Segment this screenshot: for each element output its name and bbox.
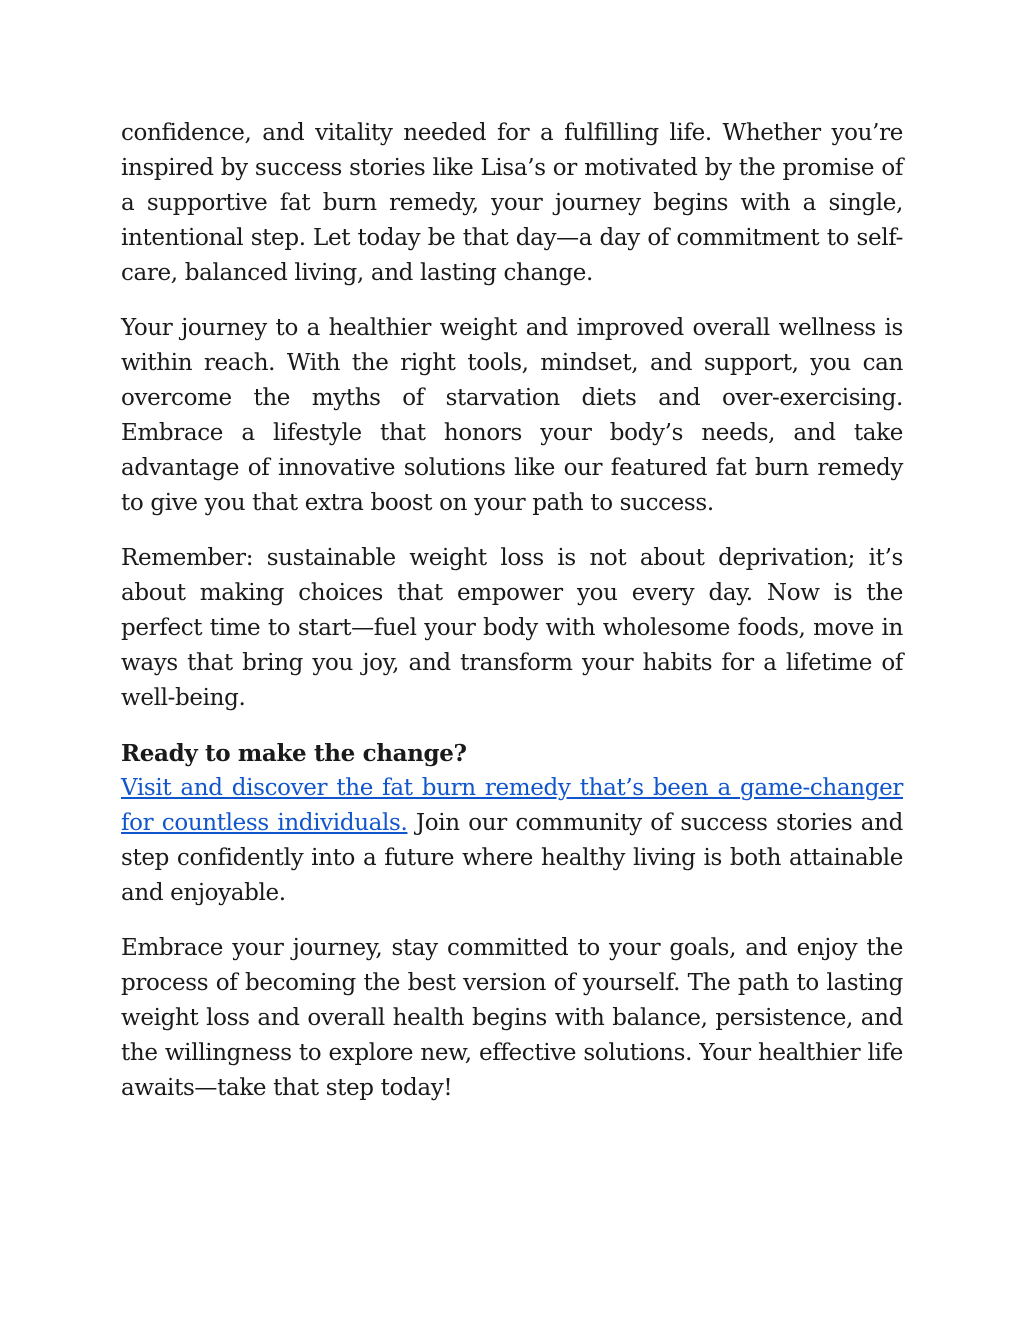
cta-body-text: Join our community of success stories and step confidently into a future where healthy living is both attainable and enjoyable. [121,810,903,906]
document-page [121,116,903,1126]
paragraph-remember: Remember: sustainable weight loss is not about deprivation; it’s about making choices that empower you every day. Now is the perfect time to start—fuel your body with wholesome foods, move in ways that bring you joy, and transform your habits for a lifetime of well-being. [121,545,903,711]
cta-paragraph [121,771,903,911]
remedy-link[interactable]: Visit and discover the fat burn remedy that’s been a game-changer for countless individuals. [121,775,903,836]
cta-heading: Ready to make the change? [121,740,467,767]
paragraph-closing: Embrace your journey, stay committed to your goals, and enjoy the process of becoming the best version of yourself. The path to lasting weight loss and overall health begins with balance, persistence, and the willingness to explore new, effective solutions. Your healthier life awaits—take that step today! [121,935,903,1101]
paragraph-intro: confidence, and vitality needed for a fulfilling life. Whether you’re inspired by success stories like Lisa’s or motivated by the promise of a supportive fat burn remedy, your journey begins with a single, intentional step. Let today be that day—a day of commitment to self-care, balanced living, and lasting change. [121,120,903,286]
paragraph-journey: Your journey to a healthier weight and improved overall wellness is within reach. With the right tools, mindset, and support, you can overcome the myths of starvation diets and over-exercising. Embrace a lifestyle that honors your body’s needs, and take advantage of innovative solutions like our featured fat burn remedy to give you that extra boost on your path to success. [121,315,903,516]
